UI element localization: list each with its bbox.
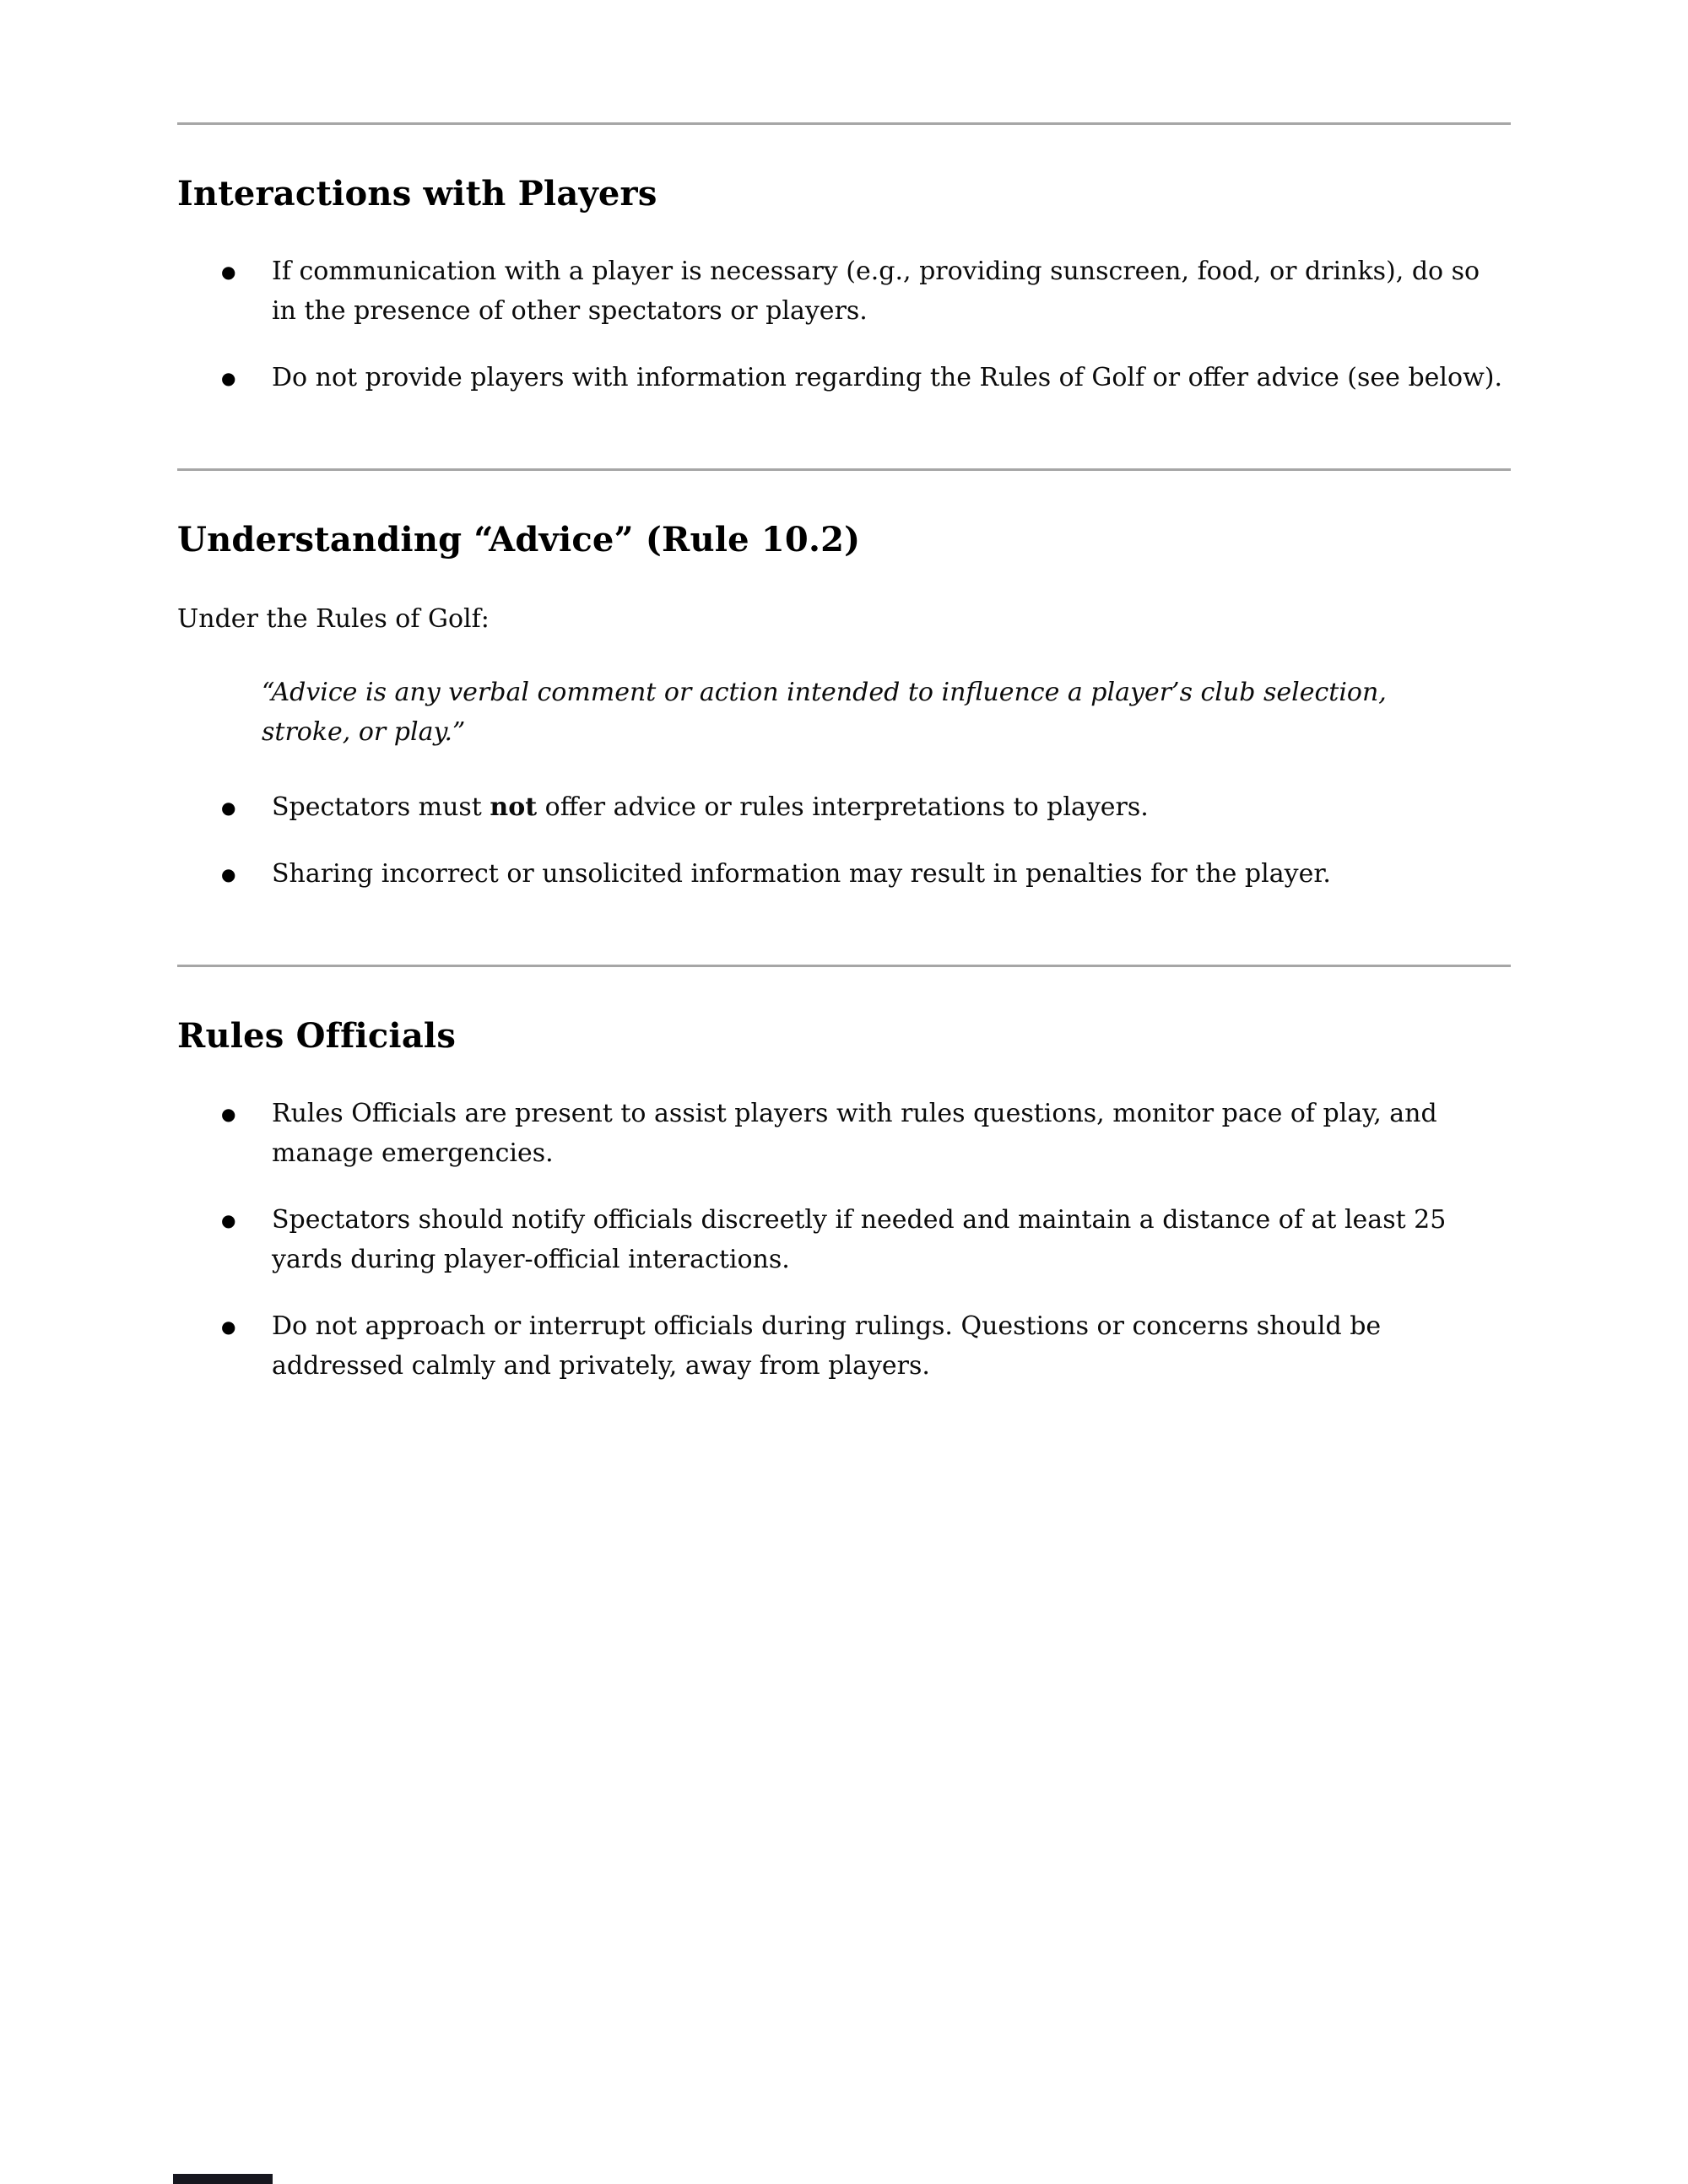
list-item-text: offer advice or rules interpretations to players. xyxy=(537,792,1149,822)
list-item xyxy=(177,358,1511,397)
list-item-text: Rules Officials are present to assist players with rules questions, monitor pace of play, and manage emergencies. xyxy=(272,1099,1437,1168)
list-item-text: If communication with a player is necessary (e.g., providing sunscreen, food, or drinks), do so in the presence of other spectators or players. xyxy=(272,257,1480,326)
section-divider xyxy=(177,965,1511,967)
intro-text: Under the Rules of Golf: xyxy=(177,604,490,634)
list-item xyxy=(177,1200,1511,1279)
list-item-text: Spectators must xyxy=(272,792,490,822)
list-item xyxy=(177,1306,1511,1386)
rule-quote-line: “Advice is any verbal comment or action intended to influence a player’s club selection, xyxy=(262,678,1387,707)
list-item xyxy=(177,1094,1511,1173)
section-rules-officials xyxy=(177,1014,1511,1386)
list-item-text: Spectators should notify officials discreetly if needed and maintain a distance of at least 25 yards during player-official interactions. xyxy=(272,1205,1447,1274)
bullet-list xyxy=(177,1094,1511,1386)
bullet-list xyxy=(177,251,1511,397)
list-item-text: Do not approach or interrupt officials during rulings. Questions or concerns should be addressed calmly and privately, away from players. xyxy=(272,1311,1382,1381)
list-item-bold-text: not xyxy=(490,792,538,822)
next-page-peek xyxy=(173,2174,273,2184)
bullet-list xyxy=(177,787,1511,894)
rule-quote xyxy=(177,673,1511,752)
list-item-text: Sharing incorrect or unsolicited information may result in penalties for the player. xyxy=(272,859,1331,889)
section-interactions-with-players xyxy=(177,172,1511,397)
section-heading-rules-officials: Rules Officials xyxy=(177,1016,457,1056)
list-item-text: Do not provide players with information regarding the Rules of Golf or offer advice (see below). xyxy=(272,363,1502,392)
list-item xyxy=(177,787,1511,827)
section-divider xyxy=(177,122,1511,125)
list-item xyxy=(177,251,1511,331)
section-heading-advice: Understanding “Advice” (Rule 10.2) xyxy=(177,520,861,560)
rule-quote-line: stroke, or play.” xyxy=(262,717,466,747)
section-understanding-advice xyxy=(177,518,1511,894)
list-item xyxy=(177,854,1511,894)
section-heading-interactions: Interactions with Players xyxy=(177,174,657,214)
section-divider xyxy=(177,468,1511,471)
